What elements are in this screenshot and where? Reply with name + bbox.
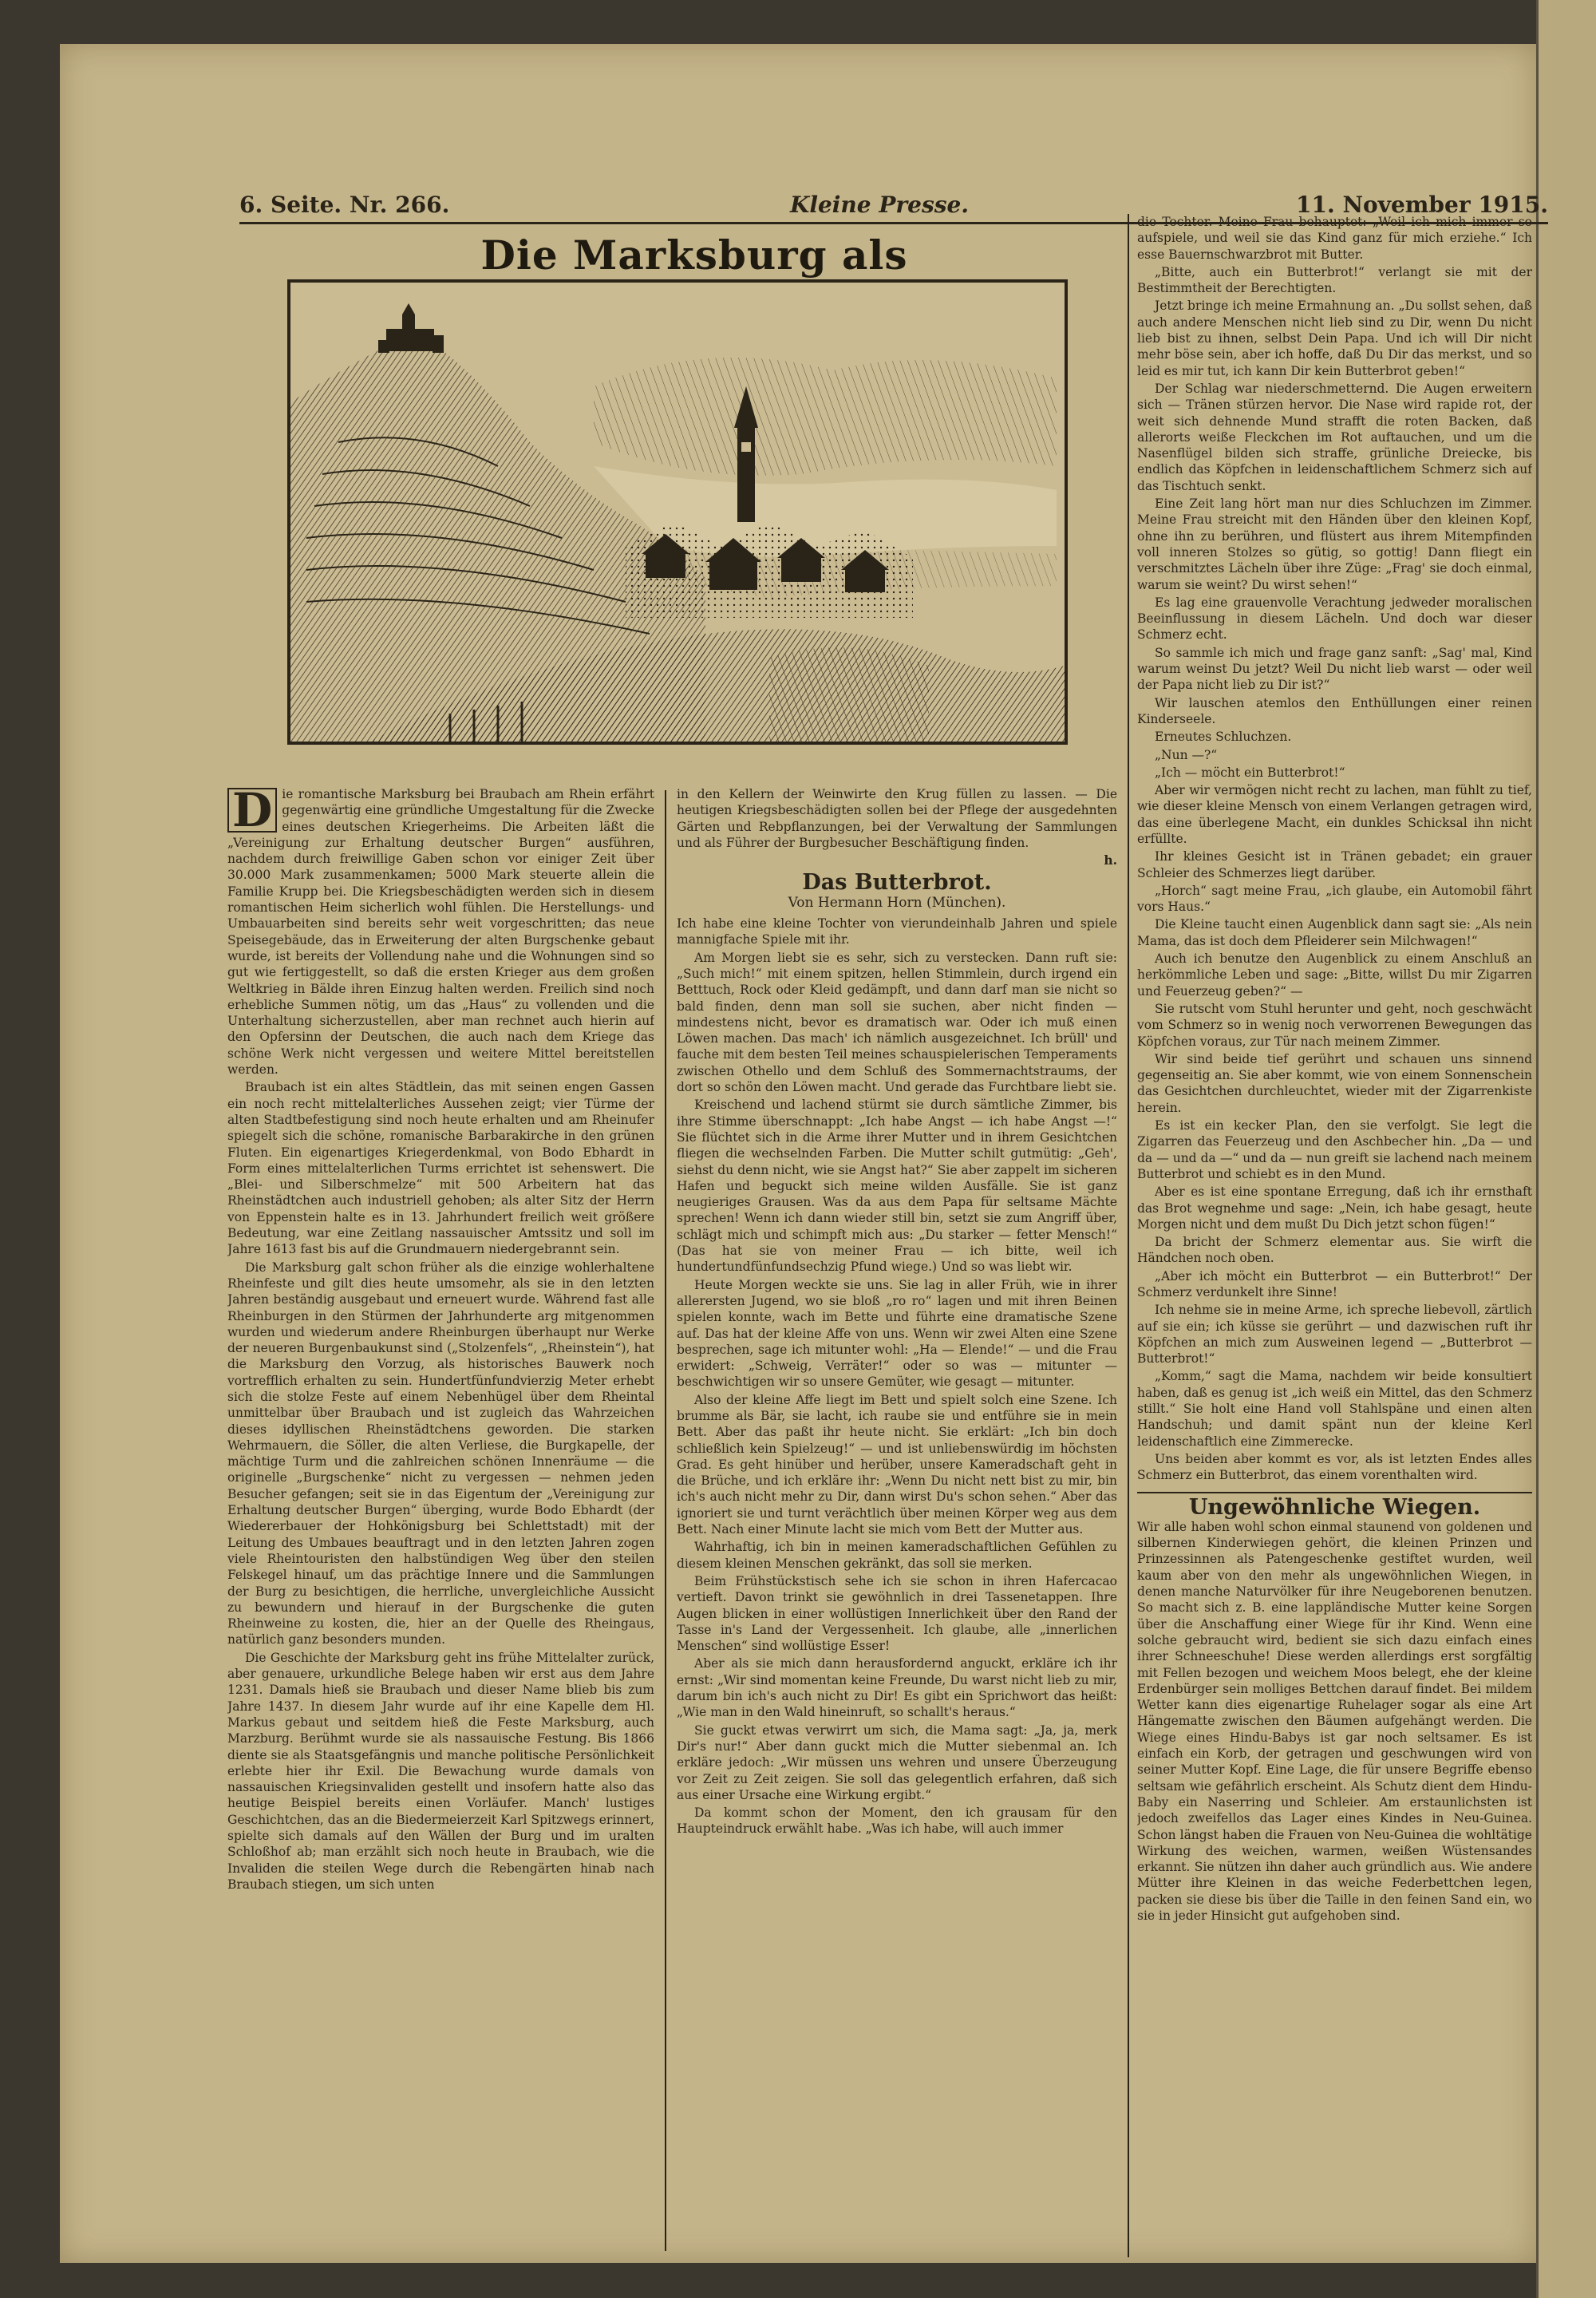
story-paragraph: Ihr kleines Gesicht ist in Tränen gebadet; ein grauer Schleier des Schmerzes liegt darüber. [1137,849,1532,880]
story-paragraph: Wir lauschen atemlos den Enthüllungen einer reinen Kinderseele. [1137,695,1532,726]
adjacent-page-edge [1536,0,1596,2298]
article-paragraph: Die Geschichte der Marksburg geht ins frühe Mittelalter zurück, aber genauere, urkundliche Belege haben wir erst aus dem Jahre 1231. Damals hieß sie Braubach und dieser Name blieb bis zum Jahre 1437. In diesem Jahr wurde auf ihr eine Kapelle dem Hl. Markus gebaut und seitdem hieß die Feste Marksburg, auch Marzburg. Berühmt wurde sie als nassauische Festung. Bis 1866 diente sie als Staatsgefängnis und manche politische Persönlichkeit erlebte hier ihr Exil. Die Bewachung wurde damals von nassauischen Kriegsinvaliden gestellt und insofern hatte also das heutige Beispiel bereits einen Vorläufer. Manch' lustiges Geschichtchen, das an die Biedermeierzeit Karl Spitzwegs erinnert, spielte sich damals auf den Wällen der Burg und im uralten Schloßhof ab; man erzählt sich noch heute in Braubach, wie die Invaliden die steilen Wege durch die Rebengärten hinab nach Braubach stiegen, um sich unten [227,1650,654,1892]
story-title: Das Butterbrot. [802,870,992,896]
story-paragraph: Am Morgen liebt sie es sehr, sich zu verstecken. Dann ruft sie: „Such mich!“ mit einem spitzen, hellen Stimmlein, durch irgend ein Betttuch, Rock oder Kleid gedämpft, und dann darf man sie nicht so bald finden, denn man soll sie suchen, aber nicht finden — mindestens nicht, bevor es dramatisch war. Oder ich muß einen Löwen machen. Das mach' ich nämlich ausgezeichnet. Ich brüll' und fauche mit dem besten Teil meines schauspielerischen Temperaments zwischen Othello und dem Schluß des Sommernachtstraums, der dort so schön den Löwen macht. Und gerade das Furchtbare liebt sie. [677,950,1117,1095]
story-paragraph: Aber als sie mich dann herausfordernd anguckt, erkläre ich ihr ernst: „Wir sind momentan keine Freunde, Du warst nicht lieb zu mir, darum bin ich's auch nicht zu Dir! Es gibt ein Sprichwort das heißt: „Wie man in den Wald hineinruft, so schallt's heraus.“ [677,1656,1117,1720]
story-paragraph: Da bricht der Schmerz elementar aus. Sie wirft die Händchen noch oben. [1137,1235,1532,1266]
story-paragraph: Erneutes Schluchzen. [1155,730,1292,745]
column-2 [677,786,1117,2255]
story-paragraph: Uns beiden aber kommt es vor, als ist letzten Endes alles Schmerz ein Butterbrot, das einem vorenthalten wird. [1137,1451,1532,1483]
article-continuation: in den Kellern der Weinwirte den Krug füllen zu lassen. — Die heutigen Kriegsbeschädigten sollen bei der Pflege der ausgedehnten Gärten und Rebpflanzungen, bei der Verwaltung der Sammlungen und als Führer der Burgbesucher Beschäftigung finden. [677,787,1117,850]
story-paragraph: Wahrhaftig, ich bin in meinen kameradschaftlichen Gefühlen zu diesem kleinen Menschen gekränkt, das soll sie merken. [677,1540,1117,1571]
author-initial: h. [1104,852,1117,868]
column-rule-1 [665,790,666,2251]
dropcap: D [227,788,277,833]
story-paragraph: Die Kleine taucht einen Augenblick dann sagt sie: „Als nein Mama, das ist doch dem Pfleiderer sein Milchwagen!“ [1137,917,1532,948]
story-paragraph: „Ich — möcht ein Butterbrot!“ [1155,765,1345,780]
story-paragraph: Also der kleine Affe liegt im Bett und spielt solch eine Szene. Ich brumme als Bär, sie lacht, ich raube sie und entführe sie in mein Bett. Aber das paßt ihr heute nicht. Sie erklärt: „Ich bin doch schließlich kein Spielzeug!“ — und ist unliebenswürdig im höchsten Grad. Es geht hinüber und herüber, unsere Kameradschaft geht in die Brüche, und ich erkläre ihr: „Wenn Du nicht nett bist zu mir, bin ich's auch nicht mehr zu Dir, dann wirst Du's schon sehen.“ Aber das ignoriert sie und turnt verächtlich über meinen Körper weg aus dem Bett. Nach einer Minute lacht sie mich vom Bett der Mutter aus. [677,1392,1117,1537]
story-paragraph: Eine Zeit lang hört man nur dies Schluchzen im Zimmer. Meine Frau streicht mit den Händen über den kleinen Kopf, ohne ihn zu berühren, und flüstert aus ihrem Mitempfinden voll inneren Stolzes so gütig, so gottig! Dann fliegt ein verschmitztes Lächeln über ihre Züge: „Frag' sie doch einmal, warum sie weint? Du wirst sehen!“ [1137,496,1532,592]
story-paragraph: Kreischend und lachend stürmt sie durch sämtliche Zimmer, bis ihre Stimme überschnappt: „Ich habe Angst — ich habe Angst —!“ Sie flüchtet sich in die Arme ihrer Mutter und in ihrem Gesichtchen fliegen die wechselnden Farben. Die Mutter schilt gutmütig: „Geh', siehst du denn nicht, wie sie Angst hat?“ Sie aber zappelt im sicheren Hafen und beguckt sich meine wilden Ausfälle. Sie ist ganz neugieriges Grausen. Was da aus dem Papa für seltsame Mächte sprechen! Wenn ich dann wieder still bin, setzt sie zum Angriff über, schlägt mich und schimpft mich aus: „Du starker — fetter Mensch!“ (Das hat sie von meiner Frau — ich bitte, weil ich hundertundfünfundsechzig Pfund wiege.) Und so was liebt wir. [677,1098,1117,1275]
story-paragraph: Der Schlag war niederschmetternd. Die Augen erweitern sich — Tränen stürzen hervor. Die Nase wird rapide rot, der weit sich dehnende Mund strafft die roten Backen, daß allerorts weiße Fleckchen im Rot auftauchen, und um die Nasenflügel bilden sich straffe, grünliche Dreiecke, bis endlich das Köpfchen in leidenschaftlichem Schmerz sich auf das Tischtuch senkt. [1137,381,1532,493]
article-paragraph: Braubach ist ein altes Städtlein, das mit seinen engen Gassen ein noch recht mittelalterliches Aussehen zeigt; vier Türme der alten Stadtbefestigung sind noch heute erhalten und am Rheinufer spiegelt sich die schöne, romanische Barbarakirche in den grünen Fluten. Ein eigenartiges Kriegerdenkmal, von Bodo Ebhardt in Form eines mittelalterlichen Turms errichtet ist sehenswert. Die „Blei- und Silberschmelze“ mit 500 Arbeitern hat das Rheinstädtchen auch industriell gehoben; als alter Sitz der Herrn von Eppenstein halte es in 13. Jahrhundert freilich weit größere Bedeutung, war eine Zeitlang nassauischer Amtssitz und soll im Jahre 1613 fast bis auf die Grundmauern niedergebrannt sein. [227,1080,654,1257]
story-paragraph: Auch ich benutze den Augenblick zu einem Anschluß an herkömmliche Leben und sage: „Bitte, willst Du mir Zigarren und Feuerzeug geben?“ — [1137,951,1532,999]
second-article-title: Ungewöhnliche Wiegen. [1188,1494,1481,1520]
story-paragraph: Es lag eine grauenvolle Verachtung jedweder moralischen Beeinflussung in diesem Lächeln. Und doch war dieser Schmerz echt. [1137,595,1532,643]
story-paragraph: Wir sind beide tief gerührt und schauen uns sinnend gegenseitig an. Sie aber kommt, wie von einem Sonnenschein das Gesichtchen durchleuchtet, wieder mit der Zigarrenkiste herein. [1137,1051,1532,1115]
story-paragraph: Aber wir vermögen nicht recht zu lachen, man fühlt zu tief, wie dieser kleine Mensch von einem Verlangen getragen wird, das eine überlegene Macht, ein dunkles Schicksal ihn nicht erfüllte. [1137,783,1532,846]
story-paragraph: Sie rutscht vom Stuhl herunter und geht, noch geschwächt vom Schmerz so in wenig noch verworrenen Bewegungen das Köpfchen voraus, zur Tür nach meinem Zimmer. [1137,1001,1532,1049]
story-paragraph: Jetzt bringe ich meine Ermahnung an. „Du sollst sehen, daß auch andere Menschen nicht lieb sind zu Dir, wenn Du nicht lieb bist zu ihnen, selbst Dein Papa. Und ich will Dir nicht mehr böse sein, aber ich hoffe, daß Du Dir das merkst, und so leid es mir tut, ich kann Dir kein Butterbrot geben!“ [1137,299,1532,378]
story-paragraph: Beim Frühstückstisch sehe ich sie schon in ihren Hafercacao vertieft. Davon trinkt sie gewöhnlich in drei Tassenetappen. Ihre Augen blicken in einer wollüstigen Innerlichkeit über den Rand der Tasse in's Land der Vergessenheit. Ich glaube, alle „innerlichen Menschen“ sind wollüstige Esser! [677,1573,1117,1654]
story-paragraph: Ich nehme sie in meine Arme, ich spreche liebevoll, zärtlich auf sie ein; ich küsse sie gerührt — und dazwischen ruft ihr Köpfchen an mich zum Ausweinen legend — „Butterbrot — Butterbrot!“ [1137,1303,1532,1367]
column-1 [227,786,654,2255]
story-paragraph: Da kommt schon der Moment, den ich grausam für den Haupteindruck erwählt habe. „Was ich habe, will auch immer [677,1806,1117,1837]
story-paragraph: Ich habe eine kleine Tochter von vierundeinhalb Jahren und spiele mannigfache Spiele mit ihr. [677,916,1117,947]
second-article-paragraph: Wir alle haben wohl schon einmal staunend von goldenen und silbernen Kinderwiegen gehört, die kleinen Prinzen und Prinzessinnen als Patengeschenke gestiftet wurden, weil kaum aber von den mehr als ungewöhnlichen Wiegen, in denen manche Naturvölker für ihre Neugeborenen benutzen. So macht sich z. B. eine lappländische Mutter keine Sorgen über die Anschaffung einer Wiege für ihr Kind. Wenn eine solche gebraucht wird, bedient sie sich dazu einfach eines ihrer Schneeschuhe! Diese werden allerdings erst sorgfältig mit Fellen bezogen und weichem Moos belegt, ehe der kleine Erdenbürger sein molliges Bettchen darauf findet. Bei mildem Wetter kann dies eigenartige Ruhelager sogar als eine Art Hängematte zwischen den Bäumen aufgehängt werden. Die Wiege eines Hindu-Babys ist gar noch seltsamer. Es ist einfach ein Korb, der getragen und geschwungen wird von seiner Mutter Kopf. Eine Lage, die für unsere Begriffe ebenso seltsam wie gefährlich erscheint. Als Schutz dient dem Hindu-Baby ein Naserring und Schleier. Am erstaunlichsten ist jedoch zweifellos das Lager eines Kindes in Neu-Guinea. Schon längst haben die Frauen von Neu-Guinea die wohltätige Wirkung des weichen, warmen, weißen Wüstensandes erkannt. Sie nützen ihn daher auch gründlich aus. Wie andere Mütter ihre Kleinen in das weiche Federbettchen legen, packen sie diese bis über die Taille in den feinen Sand ein, wo sie in jeder Hinsicht gut aufgehoben sind. [1137,1519,1532,1923]
issue-date: 11. November 1915. [1295,192,1548,218]
story-paragraph: „Nun —?“ [1155,747,1218,762]
column-3 [1137,214,1532,2257]
marksburg-woodcut-illustration [287,279,1068,745]
newspaper-name: Kleine Presse. [790,192,970,218]
story-byline: Von Hermann Horn (München). [788,894,1006,911]
article-paragraph: D ie romantische Marksburg bei Braubach am Rhein erfährt gegenwärtig eine gründliche Umgestaltung für die Zwecke eines deutschen Kriegerheims. Die Arbeiten läßt die „Vereinigung zur Erhaltung deutscher Burgen“ ausführen, nachdem durch freiwillige Gaben schon vor einiger Zeit über 30.000 Mark zusammenkamen; 5000 Mark steuerte allein die Familie Krupp bei. Die Kriegsbeschädigten werden sich in diesem romantischen Heim sicherlich wohl fühlen. Die Herstellungs- und Umbauarbeiten sind bereits sehr weit vorgeschritten; das neue Speisegebäude, das in Erweiterung der alten Burgschenke gebaut wurde, ist bereits der Vollendung nahe und die Wohnungen sind so gut wie fertiggestellt, so daß die ersten Krieger aus dem großen Weltkrieg in Bälde ihren Einzug halten werden. Freilich sind noch erhebliche Summen nötig, um das „Haus“ zu vollenden und die Unterhaltung sicherzustellen, aber man rechnet auch hierin auf den Opfersinn der Deutschen, die auch nach dem Kriege das schöne Werk nicht vergessen und weitere Mittel bereitstellen werden. [227,786,654,1078]
story-paragraph: Sie guckt etwas verwirrt um sich, die Mama sagt: „Ja, ja, merk Dir's nur!“ Aber dann guckt mich die Mutter siebenmal an. Ich erkläre jedoch: „Wir müssen uns wehren und unsere Überzeugung vor Zeit zu Zeit zeigen. Sie soll das gelegentlich erfahren, daß sich aus einer Ursache eine Wirkung ergibt.“ [677,1723,1117,1802]
castle-landscape-image [290,283,1065,742]
article-title: Die Marksburg als [480,231,908,279]
story-paragraph: „Komm,“ sagt die Mama, nachdem wir beide konsultiert haben, daß es genug ist „ich weiß ein Mittel, das den Schmerz stillt.“ Sie holt eine Hand voll Stahlspäne und einen alten Handschuh; und damit spänt nun der kleine Kerl leidenschaftlich eine Zimmerecke. [1137,1369,1532,1449]
article-paragraph: Die Marksburg galt schon früher als die einzige wohlerhaltene Rheinfeste und gilt dies heute umsomehr, als sie in den letzten Jahren beständig ausgebaut und erneuert wurde. Während fast alle Rheinburgen in den Stürmen der Jahrhunderte arg mitgenommen wurden und wiederum andere Rheinburgen überhaupt nur Werke der neueren Burgenbaukunst sind („Stolzenfels“, „Rheinstein“), hat die Marksburg den Vorzug, als historisches Bauwerk noch vortrefflich erhalten zu sein. Hundertfünfundvierzig Meter erhebt sich die stolze Feste auf einem Nebenhügel über dem Rheintal unmittelbar über Braubach und ist zugleich das Wahrzeichen dieses idyllischen Rheinstädtchens geworden. Die starken Wehrmauern, die Söller, die alten Verliese, die Burgkapelle, der mächtige Turm und die zahlreichen schönen Innenräume — die originelle „Burgschenke“ nicht zu vergessen — nehmen jeden Besucher gefangen; seit sie in das Eigentum der „Vereinigung zur Erhaltung deutscher Burgen“ überging, wurde Bodo Ebhardt (der Wiedererbauer der Hohkönigsburg bei Schlettstadt) mit der Leitung des Umbaues beauftragt und in den letzten Jahren zogen viele Rheintouristen den halbstündigen Weg über den steilen Felskegel hinauf, um das prächtige Innere und die Sammlungen der Burg zu besichtigen, die herrliche, unvergleichliche Aussicht zu bewundern und hierauf in der Burgschenke die guten Rheinweine zu kosten, die, hier an der Quelle des Rheingaus, natürlich ganz besonders munden. [227,1260,654,1647]
story-paragraph: „Aber ich möcht ein Butterbrot — ein Butterbrot!“ Der Schmerz verdunkelt ihre Sinne! [1137,1268,1532,1299]
column-rule-2 [1128,214,1129,2257]
story-paragraph: die Tochter. Meine Frau behauptet: „Weil ich mich immer so aufspiele, und weil sie das Kind ganz für mich erziehe.“ Ich esse Bauernschwarzbrot mit Butter. [1137,215,1532,262]
story-paragraph: „Bitte, auch ein Butterbrot!“ verlangt sie mit der Bestimmtheit der Berechtigten. [1137,264,1532,296]
story-paragraph: Aber es ist eine spontane Erregung, daß ich ihr ernsthaft das Brot wegnehme und sage: „Nein, ich habe gesagt, heute Morgen nicht und dem mußt Du Dich jetzt schon fügen!“ [1137,1185,1532,1232]
page-number: 6. Seite. Nr. 266. [239,192,450,218]
story-paragraph: Es ist ein kecker Plan, den sie verfolgt. Sie legt die Zigarren das Feuerzeug und den Aschbecher hin. „Da — und da — und da —“ und da — nun greift sie lachend nach meinem Butterbrot und schiebt es in den Mund. [1137,1118,1532,1181]
story-paragraph: Heute Morgen weckte sie uns. Sie lag in aller Früh, wie in ihrer allerersten Jugend, wo sie bloß „ro ro“ lagen und mit ihren Beinen spielen konnte, wach im Bette und führte eine dramatische Szene auf. Das hat der kleine Affe von uns. Wenn wir zwei Alten eine Szene besprechen, sage ich mitunter wohl: „Ha — Elende!“ — und die Frau erwidert: „Schweig, Verräter!“ oder so was — mitunter — beschwichtigen wir so unsere Gemüter, wie gesagt — mitunter. [677,1277,1117,1390]
section-divider [1137,1492,1532,1493]
story-paragraph: „Horch“ sagt meine Frau, „ich glaube, ein Automobil fährt vors Haus.“ [1137,883,1532,915]
story-paragraph: So sammle ich mich und frage ganz sanft: „Sag' mal, Kind warum weinst Du jetzt? Weil Du nicht lieb warst — oder weil der Papa nicht lieb zu Dir ist?“ [1137,645,1532,693]
